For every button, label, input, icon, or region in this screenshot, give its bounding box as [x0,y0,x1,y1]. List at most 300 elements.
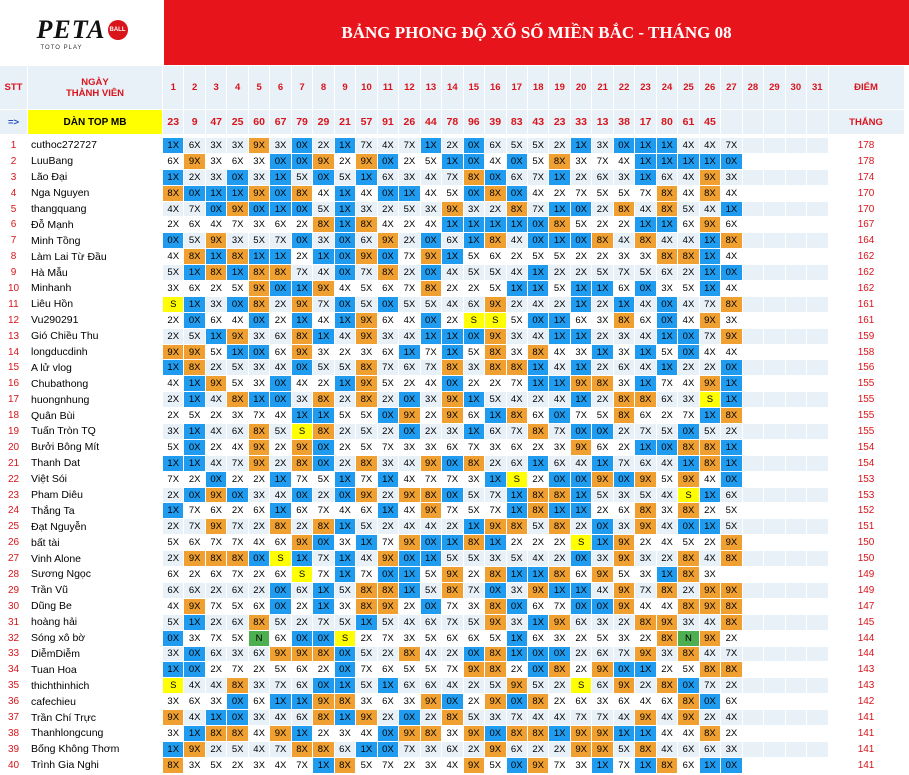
result-cell: 1X [206,329,227,345]
result-cell: 4X [163,376,184,392]
result-cell: 0X [464,329,485,345]
result-cell: 1X [507,567,528,583]
row-score: 141 [829,758,905,774]
result-cell: 4X [700,615,721,631]
result-cell: S [163,678,184,694]
result-cell: 8X [313,710,334,726]
row-stt: 28 [0,567,28,583]
result-cell: 7X [313,503,334,519]
result-cell: 6X [721,694,742,710]
empty-cell [764,456,785,472]
result-cell: 1X [507,503,528,519]
empty-cell [807,265,828,281]
result-cell: 6X [614,503,635,519]
result-cell: 2X [507,297,528,313]
result-cell: 8X [721,551,742,567]
result-cell: 7X [442,472,463,488]
result-cell: 7X [464,440,485,456]
header-day: 22 [614,66,635,110]
result-cell: 4X [549,360,570,376]
empty-cell [743,424,764,440]
result-cell: 0X [678,678,699,694]
row-stt: 27 [0,551,28,567]
header-day: 9 [335,66,356,110]
result-cell: 9X [721,583,742,599]
result-cell: 2X [378,488,399,504]
result-cell: 4X [528,186,549,202]
result-cell: 2X [313,138,334,154]
row-stt: 33 [0,647,28,663]
result-cell: 3X [184,758,205,774]
result-cell: 5X [335,408,356,424]
result-cell: 2X [635,678,656,694]
result-cell: 5X [356,281,377,297]
result-cell: 6X [678,217,699,233]
result-cell: 8X [528,345,549,361]
empty-cell [786,678,807,694]
result-cell: 7X [184,519,205,535]
result-cell: 1X [335,138,356,154]
empty-cell [764,297,785,313]
result-cell: 9X [184,599,205,615]
result-cell: 3X [614,345,635,361]
result-cell: 7X [442,503,463,519]
result-cell: 5X [614,567,635,583]
result-cell: 7X [571,710,592,726]
result-cell: 3X [163,281,184,297]
result-cell: 1X [356,170,377,186]
row-score: 153 [829,488,905,504]
result-cell: 5X [464,249,485,265]
result-cell: 9X [635,519,656,535]
row-score: 147 [829,599,905,615]
empty-cell [786,567,807,583]
result-cell: 6X [378,281,399,297]
result-cell: 2X [464,694,485,710]
result-cell: 5X [421,297,442,313]
result-cell: 1X [571,488,592,504]
result-cell: 2X [249,567,270,583]
result-cell: 0X [507,599,528,615]
result-cell: 7X [614,456,635,472]
result-cell: 6X [227,424,248,440]
result-cell: 8X [485,567,506,583]
result-cell: 6X [571,694,592,710]
member-name: LuuBang [28,154,163,170]
result-cell: 0X [227,710,248,726]
empty-cell [786,345,807,361]
result-cell: 2X [721,424,742,440]
header-day: 23 [635,66,656,110]
result-cell: 9X [507,678,528,694]
result-cell: 0X [399,424,420,440]
result-cell: 5X [442,551,463,567]
result-cell: 6X [270,631,291,647]
result-cell: 4X [635,297,656,313]
row-score: 152 [829,503,905,519]
empty-cell [786,138,807,154]
result-cell: 6X [571,567,592,583]
result-cell: 0X [571,472,592,488]
empty-cell [764,567,785,583]
member-name: Thắng Ta [28,503,163,519]
result-cell: 3X [399,170,420,186]
result-cell: 9X [356,249,377,265]
result-cell: 1X [184,392,205,408]
member-name: Tuấn Tròn TQ [28,424,163,440]
empty-cell [786,456,807,472]
result-cell: 2X [399,154,420,170]
result-cell: 2X [399,599,420,615]
result-cell: 8X [678,599,699,615]
result-cell: 5X [356,519,377,535]
top-number: 23 [549,110,570,135]
result-cell: 0X [571,551,592,567]
result-cell: 9X [292,535,313,551]
result-cell: 9X [270,647,291,663]
result-cell: 3X [163,647,184,663]
result-cell: 5X [700,424,721,440]
result-cell: 6X [270,535,291,551]
result-cell: 8X [678,551,699,567]
result-cell: 9X [163,710,184,726]
row-stt: 1 [0,138,28,154]
result-cell: S [335,631,356,647]
result-cell: 6X [571,313,592,329]
result-cell: 6X [378,170,399,186]
result-cell: 2X [592,297,613,313]
top-number: 43 [528,110,549,135]
result-cell: 1X [528,376,549,392]
result-cell: 0X [528,662,549,678]
result-cell: 8X [592,376,613,392]
result-cell: 1X [614,297,635,313]
row-score: 154 [829,440,905,456]
result-cell: 2X [378,424,399,440]
empty-cell [786,599,807,615]
empty-cell [764,678,785,694]
result-cell: 1X [464,217,485,233]
top-number: 61 [678,110,699,135]
result-cell: 4X [528,297,549,313]
result-cell: 3X [399,631,420,647]
result-cell: 8X [464,456,485,472]
result-cell: 6X [378,694,399,710]
empty-cell [786,726,807,742]
result-cell: 2X [571,265,592,281]
result-cell: 0X [464,186,485,202]
result-cell: 9X [614,583,635,599]
result-cell: 9X [678,472,699,488]
row-stt: 17 [0,392,28,408]
result-cell: 0X [163,631,184,647]
result-cell: 5X [356,758,377,774]
empty-cell [764,170,785,186]
member-name: hoàng hải [28,615,163,631]
result-cell: 6X [227,615,248,631]
row-stt: 40 [0,758,28,774]
row-stt: 10 [0,281,28,297]
result-cell: 1X [528,281,549,297]
result-cell: 9X [464,726,485,742]
result-cell: 3X [378,456,399,472]
result-cell: 3X [614,488,635,504]
result-cell: 5X [227,742,248,758]
result-cell: 3X [592,694,613,710]
result-cell: 3X [206,154,227,170]
result-cell: 5X [614,186,635,202]
result-cell: 1X [313,599,334,615]
result-cell: 5X [206,758,227,774]
member-name: Trần Vũ [28,583,163,599]
result-cell: 4X [442,265,463,281]
result-cell: 2X [571,249,592,265]
empty-cell [764,694,785,710]
result-cell: 2X [592,202,613,218]
result-cell: 2X [614,440,635,456]
result-cell: 5X [184,329,205,345]
result-cell: 7X [421,345,442,361]
result-cell: 8X [313,519,334,535]
empty-cell [764,392,785,408]
result-cell: 8X [356,360,377,376]
result-cell: 4X [249,535,270,551]
row-score: 155 [829,424,905,440]
result-cell: 2X [184,567,205,583]
result-cell: 0X [335,265,356,281]
result-cell: 5X [335,360,356,376]
result-cell: 0X [227,694,248,710]
result-cell: 8X [227,726,248,742]
top-number: 21 [335,110,356,135]
header-day: 27 [721,66,742,110]
result-cell: 9X [678,710,699,726]
header-day: 25 [678,66,699,110]
member-name: Đạt Nguyễn [28,519,163,535]
result-cell: 7X [356,472,377,488]
result-cell: 9X [378,551,399,567]
result-cell: 1X [678,154,699,170]
result-cell: 1X [571,503,592,519]
result-cell: 2X [549,678,570,694]
result-cell: 9X [571,742,592,758]
result-cell: 0X [206,472,227,488]
empty-cell [807,217,828,233]
result-cell: 3X [571,154,592,170]
empty-cell [743,138,764,154]
header-day: 8 [313,66,334,110]
result-cell: 1X [700,519,721,535]
result-cell: 0X [399,710,420,726]
result-cell: 0X [313,440,334,456]
top-number: 25 [227,110,248,135]
result-cell: 6X [249,647,270,663]
result-cell: 5X [721,503,742,519]
result-cell: 6X [485,138,506,154]
result-cell: 1X [399,186,420,202]
result-cell: 1X [592,758,613,774]
result-cell: 3X [485,710,506,726]
result-cell: 7X [270,742,291,758]
result-cell: 3X [399,440,420,456]
empty-cell [743,758,764,774]
empty-cell [807,615,828,631]
result-cell: 4X [442,758,463,774]
result-cell: S [678,488,699,504]
empty-cell [743,551,764,567]
result-cell: 2X [399,376,420,392]
result-cell: 9X [635,472,656,488]
result-cell: 0X [464,647,485,663]
row-stt: 16 [0,376,28,392]
result-cell: 1X [356,535,377,551]
result-cell: 6X [270,567,291,583]
result-cell: 7X [378,360,399,376]
result-cell: 9X [292,440,313,456]
result-cell: 2X [700,710,721,726]
result-cell: 3X [421,742,442,758]
result-cell: 3X [249,488,270,504]
result-cell: 6X [206,503,227,519]
row-score: 141 [829,726,905,742]
empty-cell [786,551,807,567]
result-cell: 0X [571,233,592,249]
result-cell: 0X [485,583,506,599]
result-cell: 6X [592,678,613,694]
result-cell: 0X [421,233,442,249]
result-cell: 2X [184,170,205,186]
result-cell: 0X [163,233,184,249]
result-cell: 8X [442,710,463,726]
result-cell: 1X [313,758,334,774]
result-cell: 0X [313,678,334,694]
empty-cell [807,424,828,440]
result-cell: 0X [270,154,291,170]
header-day: 12 [399,66,420,110]
empty-cell [807,440,828,456]
row-stt: 20 [0,440,28,456]
result-cell: 7X [549,758,570,774]
row-stt: 39 [0,742,28,758]
result-cell: 7X [184,503,205,519]
result-cell: 7X [635,583,656,599]
result-cell: 8X [485,360,506,376]
result-cell: 0X [421,265,442,281]
result-cell: 2X [485,376,506,392]
result-cell: 9X [313,154,334,170]
result-cell: 0X [442,694,463,710]
result-cell: 9X [270,726,291,742]
result-cell: 6X [507,742,528,758]
result-cell: 3X [206,170,227,186]
empty-cell [807,535,828,551]
result-cell: 7X [442,599,463,615]
empty-cell [764,726,785,742]
logo-ball-icon: BALL [108,20,128,40]
empty-cell [743,678,764,694]
result-cell: 1X [292,281,313,297]
result-cell: 0X [184,440,205,456]
result-cell: 6X [249,694,270,710]
result-cell: 0X [249,202,270,218]
result-cell: 4X [421,170,442,186]
result-cell: 4X [313,265,334,281]
result-cell: 9X [464,758,485,774]
result-cell: 9X [592,662,613,678]
result-cell: 3X [335,535,356,551]
empty-cell [743,456,764,472]
result-cell: 9X [227,202,248,218]
result-cell: 4X [356,186,377,202]
result-cell: 3X [571,758,592,774]
result-cell: 4X [335,281,356,297]
result-cell: 7X [635,186,656,202]
result-cell: 7X [399,249,420,265]
result-cell: 8X [657,186,678,202]
empty-cell [743,265,764,281]
result-cell: 3X [249,710,270,726]
empty-cell [743,710,764,726]
result-cell: 6X [163,154,184,170]
empty-cell [786,281,807,297]
result-cell: 9X [571,726,592,742]
row-stt: 36 [0,694,28,710]
result-cell: 4X [399,615,420,631]
result-cell: 3X [163,694,184,710]
result-cell: 1X [721,440,742,456]
result-cell: 2X [378,519,399,535]
result-cell: 2X [464,281,485,297]
result-cell: 6X [399,360,420,376]
result-cell: 1X [442,535,463,551]
result-cell: 6X [270,329,291,345]
result-cell: 1X [485,535,506,551]
row-score: 149 [829,583,905,599]
row-score: 155 [829,376,905,392]
result-cell: 3X [721,170,742,186]
result-cell: 6X [721,217,742,233]
empty-cell [786,742,807,758]
header-day: 11 [378,66,399,110]
result-cell: 9X [657,615,678,631]
result-cell: 6X [549,456,570,472]
result-cell: 2X [571,170,592,186]
result-cell: 2X [421,424,442,440]
empty-cell [743,519,764,535]
result-cell: 8X [721,599,742,615]
result-cell: 1X [270,503,291,519]
result-cell: 0X [421,599,442,615]
result-cell: 5X [464,710,485,726]
row-score: 143 [829,662,905,678]
result-cell: 1X [249,249,270,265]
result-cell: 4X [421,376,442,392]
empty-cell [764,599,785,615]
result-cell: 5X [356,408,377,424]
result-cell: 2X [485,456,506,472]
result-cell: 8X [678,567,699,583]
result-cell: 2X [399,233,420,249]
empty-cell [786,297,807,313]
result-cell: 4X [528,329,549,345]
result-cell: 1X [442,329,463,345]
result-cell: 8X [485,647,506,663]
result-cell: 6X [485,424,506,440]
result-cell: 1X [721,376,742,392]
result-cell: 8X [485,233,506,249]
result-cell: 5X [464,551,485,567]
result-cell: 7X [313,615,334,631]
